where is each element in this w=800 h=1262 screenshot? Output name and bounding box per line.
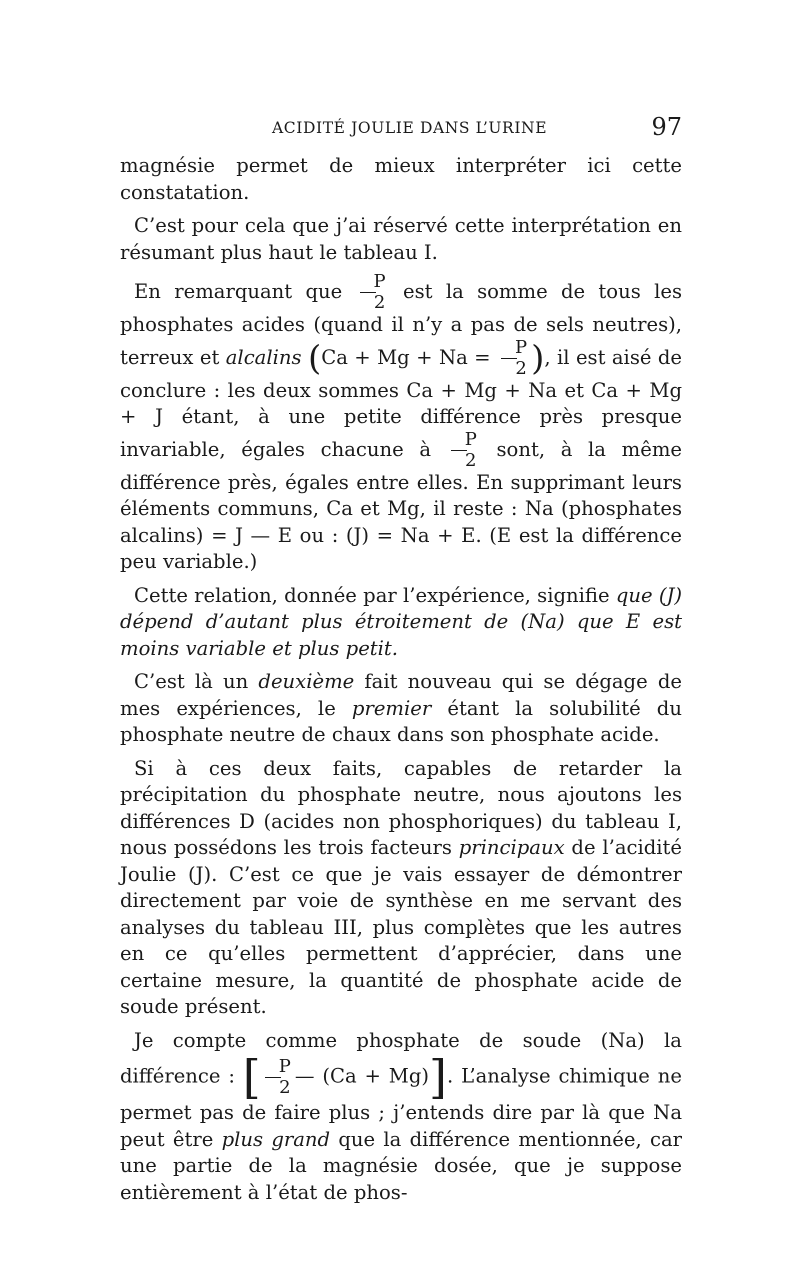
paragraph-text: sont, à la même différence près, égales entre elles. En supprimant leurs éléments communs, Ca et Mg, il reste : Na (phosphates alcalins) = J — E ou : (J) = Na + E. (E est la différence peu variable.)	[120, 437, 682, 573]
paragraph-text: Je compte comme phosphate de soude (Na) la différence :	[120, 1028, 682, 1088]
paragraph-text: Cette relation, donnée par l’expérience, signifie	[134, 583, 610, 607]
paragraph-2	[120, 213, 682, 266]
fraction-denominator: 2	[465, 449, 477, 471]
formula-text: — (Ca + Mg)	[294, 1064, 430, 1088]
paragraph-text: magnésie permet de mieux interpréter ici cette constatation.	[120, 154, 682, 204]
fraction-p-over-2	[451, 428, 477, 471]
paragraph-text: C’est là un	[134, 670, 249, 693]
paragraph-text: étant la solubilité du phosphate neutre de chaux dans son phosphate acide.	[120, 696, 682, 746]
formula-text: Ca + Mg + Na =	[321, 345, 491, 369]
fraction-numerator: P	[278, 1055, 291, 1077]
fraction-p-over-2	[265, 1055, 291, 1098]
paragraph-7	[120, 1028, 682, 1207]
paragraph-text: Si à ces deux faits, capables de retarder la précipitation du phosphate neutre, nous ajoutons les différences D (acides non phosphoriques) du tableau I, nous possédons les trois facteurs	[120, 756, 682, 859]
paragraph-6	[120, 756, 682, 1021]
fraction-denominator: 2	[373, 292, 386, 313]
italic-text: alcalins	[225, 345, 302, 369]
italic-text: premier	[351, 696, 432, 720]
paragraph-4	[120, 583, 682, 663]
italic-text: que (J) dépend d’autant plus étroitement de (Na) que E est moins variable et plus petit.	[120, 583, 682, 660]
paragraph-3	[120, 273, 682, 576]
paragraph-text: est la somme de tous les phosphates acides (quand il n’y a pas de sels neutres), terreux et	[120, 280, 683, 369]
paragraph-text: que la différence mentionnée, car une partie de la magnésie dosée, que je suppose entièrement à l’état de phos-	[120, 1127, 682, 1204]
fraction-p-over-2	[501, 336, 528, 379]
paragraph-text: . L’analyse chimique ne permet pas de faire plus ; j’entends dire par là que Na peut être	[120, 1064, 682, 1151]
page-header	[120, 113, 682, 143]
italic-text: deuxième	[258, 670, 355, 693]
open-bracket: [	[242, 1050, 261, 1104]
paragraph-text: fait nouveau qui se dégage de mes expériences, le	[120, 670, 682, 720]
fraction-denominator: 2	[279, 1076, 291, 1098]
paragraph-text: de l’acidité Joulie (J). C’est ce que je vais essayer de démontrer directement par voie de synthèse en me servant des analyses du tableau III, plus complètes que les autres en ce qu’elles permettent d’apprécier, dans une certaine mesure, la quantité de phosphate acide de soude présent.	[120, 836, 683, 1018]
page-number: 97	[651, 113, 682, 141]
paragraph-text: C’est pour cela que j’ai réservé cette interprétation en résumant plus haut le tableau I.	[120, 214, 682, 264]
fraction-p-over-2	[360, 273, 386, 312]
paragraph-1	[120, 153, 682, 206]
fraction-numerator: P	[373, 271, 386, 292]
body-text	[120, 153, 682, 1206]
close-parenthesis: )	[531, 338, 545, 378]
open-parenthesis: (	[307, 338, 322, 378]
fraction-numerator: P	[464, 428, 477, 450]
paragraph-text: , il est aisé de conclure : les deux sommes Ca + Mg + Na et Ca + Mg + J étant, à une petite différence près presque invariable, égales chacune à	[120, 345, 683, 461]
fraction-denominator: 2	[515, 357, 527, 379]
paragraph-text: En remarquant que	[134, 280, 343, 303]
close-bracket: ]	[429, 1050, 447, 1104]
italic-text: plus grand	[221, 1127, 331, 1151]
italic-text: principaux	[458, 836, 565, 859]
paragraph-5	[120, 669, 682, 749]
fraction-numerator: P	[515, 336, 528, 358]
running-title: ACIDITÉ JOULIE DANS L’URINE	[272, 119, 548, 137]
